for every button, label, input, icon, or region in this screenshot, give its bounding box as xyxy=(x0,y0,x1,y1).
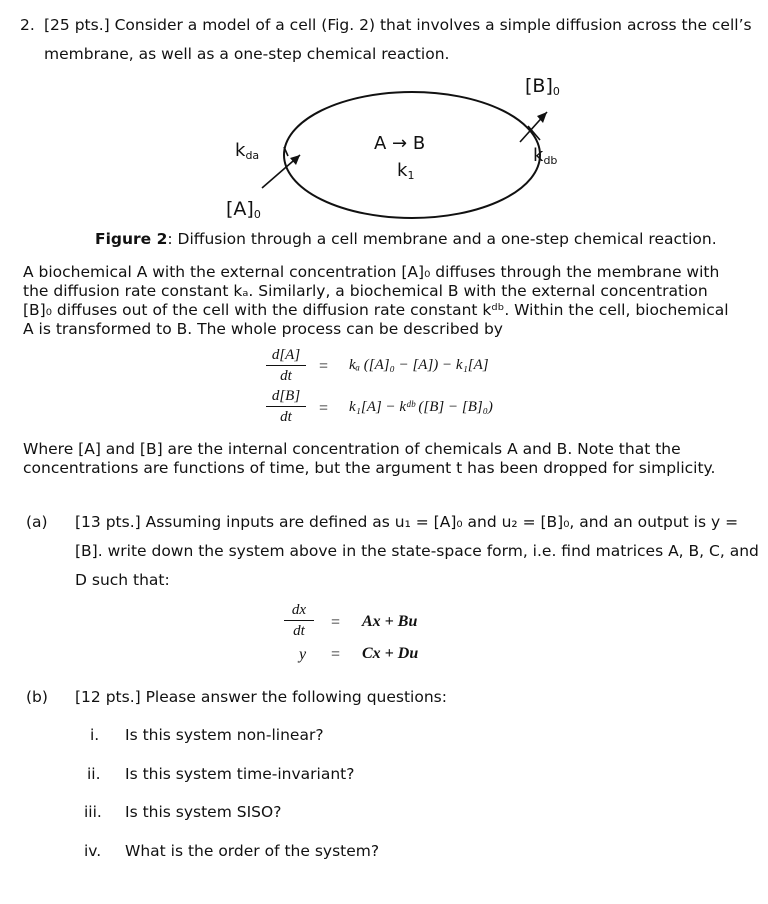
part-a-label: (a) xyxy=(26,513,48,531)
label-k-da: $k_{da}$ xyxy=(235,140,260,162)
ss-equals1: = xyxy=(331,614,341,631)
part-b-item-num: i. xyxy=(90,726,100,744)
ss-fraction: dx dt xyxy=(284,602,314,640)
part-a-line3: D such that: xyxy=(75,571,170,589)
part-b-item-text: Is this system time-invariant? xyxy=(125,765,355,783)
label-reaction: A → B xyxy=(374,133,426,154)
part-b-item-num: iii. xyxy=(84,803,102,821)
question-intro-line2: membrane, as well as a one-step chemical reaction. xyxy=(44,45,450,63)
part-b-item-text: Is this system SISO? xyxy=(125,803,282,821)
question-number: 2. xyxy=(20,16,35,34)
eq2-fraction: d[B] dt xyxy=(266,388,306,426)
cell-membrane xyxy=(284,92,540,218)
paragraph2-line2: concentrations are functions of time, but the argument t has been dropped for simplicity. xyxy=(23,459,716,477)
figure-caption: Figure 2: Diffusion through a cell membrane and a one-step chemical reaction. xyxy=(95,230,717,248)
ss-rhs1: Ax + Bu xyxy=(362,613,418,630)
ss-lhs2: y xyxy=(299,646,307,663)
eq1-equals: = xyxy=(319,358,329,375)
label-A0: $[A]_0$ xyxy=(226,198,261,221)
part-b-item-num: ii. xyxy=(87,765,101,783)
part-b-label: (b) xyxy=(26,688,48,706)
eq1-rhs: kₐ ([A]₀ − [A]) − k₁[A] xyxy=(349,357,489,373)
ss-rhs2: Cx + Du xyxy=(362,645,419,662)
eq2-rhs: k₁[A] − kᵈᵇ ([B] − [B]₀) xyxy=(349,399,493,415)
paragraph1-line4: A is transformed to B. The whole process can be described by xyxy=(23,320,503,338)
ss-equals2: = xyxy=(331,646,341,663)
paragraph1-line3: [B]₀ diffuses out of the cell with the diffusion rate constant kᵈᵇ. Within the cell, biochemical xyxy=(23,301,729,319)
eq2-equals: = xyxy=(319,400,329,417)
label-k1: $k_1$ xyxy=(397,160,415,182)
question-intro-line1: [25 pts.] Consider a model of a cell (Fig. 2) that involves a simple diffusion across the cell’s xyxy=(44,16,752,34)
paragraph1-line1: A biochemical A with the external concentration [A]₀ diffuses through the membrane with xyxy=(23,263,720,281)
k-db-tick xyxy=(528,126,540,140)
part-b-item-text: What is the order of the system? xyxy=(125,842,380,860)
paragraph2-line1: Where [A] and [B] are the internal concentration of chemicals A and B. Note that the xyxy=(23,440,681,458)
eq1-fraction: d[A] dt xyxy=(266,347,306,385)
k-da-arrowhead xyxy=(290,155,300,165)
part-a-line2: [B]. write down the system above in the state-space form, i.e. find matrices A, B, C, and xyxy=(75,542,759,560)
part-a-line1: [13 pts.] Assuming inputs are defined as u₁ = [A]₀ and u₂ = [B]₀, and an output is y = xyxy=(75,513,739,531)
part-b-item-text: Is this system non-linear? xyxy=(125,726,324,744)
label-B0: $[B]_0$ xyxy=(525,75,560,98)
paragraph1-line2: the diffusion rate constant kₐ. Similarly, a biochemical B with the external concentration xyxy=(23,282,708,300)
part-b-intro: [12 pts.] Please answer the following questions: xyxy=(75,688,447,706)
part-b-item-num: iv. xyxy=(84,842,102,860)
cell-diagram xyxy=(0,0,768,230)
label-k-db: $k_{db}$ xyxy=(533,145,558,167)
